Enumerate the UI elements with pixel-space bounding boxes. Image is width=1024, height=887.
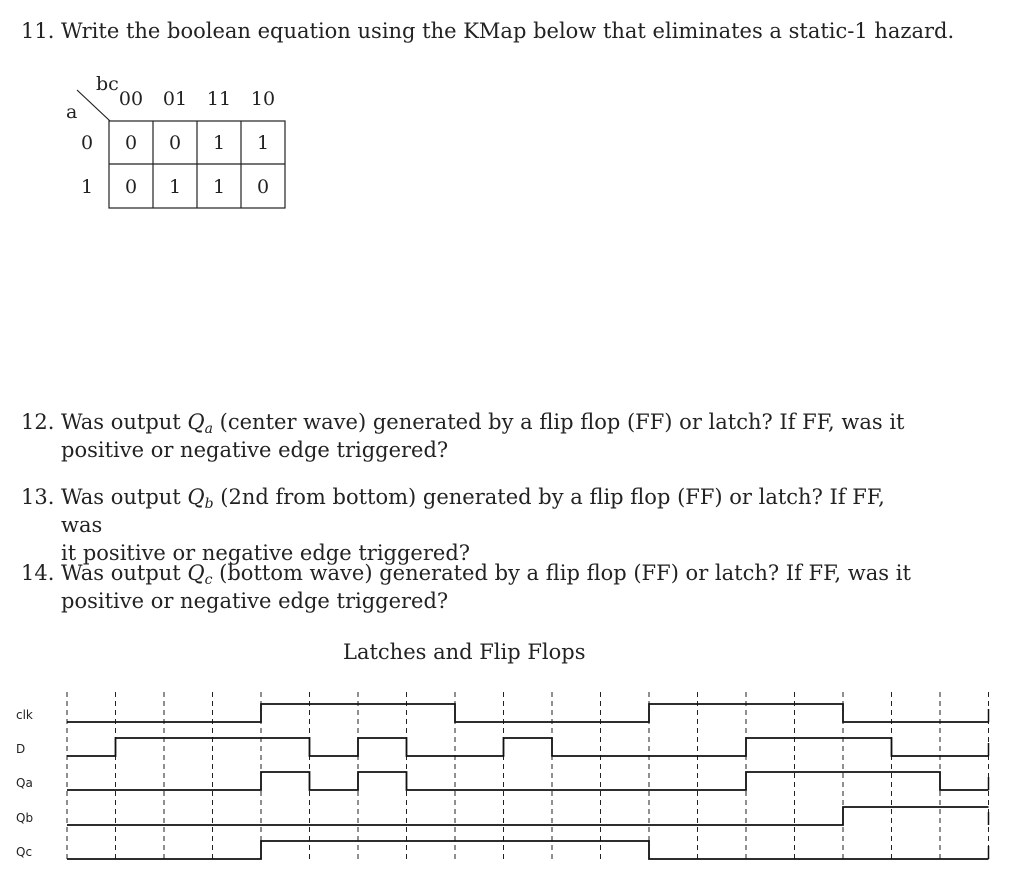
- question-line-2: positive or negative edge triggered?: [61, 438, 449, 462]
- kmap-row-label: 0: [80, 132, 94, 154]
- kmap-cell: 1: [212, 132, 226, 154]
- signal-label: D: [16, 742, 26, 756]
- question-number: 11.: [21, 19, 55, 43]
- question-text-part: (bottom wave) generated by a flip flop (FF) or latch? If FF, was it: [212, 561, 911, 585]
- question-line-2: it positive or negative edge triggered?: [61, 541, 471, 565]
- kmap-cell: 1: [256, 132, 270, 154]
- question-text-part: Was output: [61, 561, 188, 585]
- kmap-cell: 0: [124, 176, 138, 198]
- question-text: [61, 408, 911, 464]
- question-text-part: (2nd from bottom) generated by a flip flop (FF) or latch? If FF, was: [61, 485, 885, 537]
- timing-diagram: [0, 680, 1024, 887]
- q-subscript: b: [204, 496, 214, 512]
- waveform-qc: [67, 841, 989, 859]
- question-number: 13.: [21, 485, 55, 509]
- waveform-clk: [67, 704, 989, 722]
- kmap-row-label: 1: [80, 176, 94, 198]
- question-13: [21, 483, 921, 565]
- kmap-cell: 0: [168, 132, 182, 154]
- question-12: [21, 408, 921, 468]
- question-number: 12.: [21, 410, 55, 434]
- question-text: Write the boolean equation using the KMap below that eliminates a static-1 hazard.: [61, 19, 955, 43]
- question-text-part: Was output: [61, 410, 188, 434]
- q-subscript: c: [204, 572, 213, 588]
- signal-label: Qa: [16, 776, 33, 790]
- question-line-1: [61, 483, 911, 539]
- question-text-part: Was output: [61, 485, 188, 509]
- question-line-1: [61, 559, 911, 587]
- kmap-cell: 0: [256, 176, 270, 198]
- signal-label: Qb: [16, 811, 34, 825]
- kmap-col-var: bc: [96, 73, 119, 95]
- kmap-col-label: 10: [250, 88, 276, 110]
- kmap-cell: 0: [124, 132, 138, 154]
- kmap-row-var: a: [66, 101, 78, 123]
- waveform-d: [67, 738, 989, 756]
- question-line-2: positive or negative edge triggered?: [61, 589, 449, 613]
- kmap-cell: 1: [168, 176, 182, 198]
- question-14: [21, 559, 921, 619]
- q-symbol: Q: [187, 561, 205, 585]
- q-symbol: Q: [187, 485, 205, 509]
- signal-label: clk: [16, 708, 33, 722]
- waveform-qb: [67, 807, 989, 825]
- question-text: [61, 483, 911, 567]
- kmap-col-label: 01: [162, 88, 188, 110]
- question-text: [61, 559, 911, 615]
- signal-label: Qc: [16, 845, 33, 859]
- question-number: 14.: [21, 561, 55, 585]
- kmap: [0, 0, 320, 220]
- question-line-1: [61, 408, 911, 436]
- timing-diagram-title: Latches and Flip Flops: [343, 640, 586, 664]
- kmap-col-label: 11: [206, 88, 232, 110]
- kmap-col-label: 00: [118, 88, 144, 110]
- q-symbol: Q: [187, 410, 205, 434]
- waveform-qa: [67, 772, 989, 790]
- question-text-part: (center wave) generated by a flip flop (FF) or latch? If FF, was it: [213, 410, 905, 434]
- kmap-cell: 1: [212, 176, 226, 198]
- q-subscript: a: [204, 421, 213, 437]
